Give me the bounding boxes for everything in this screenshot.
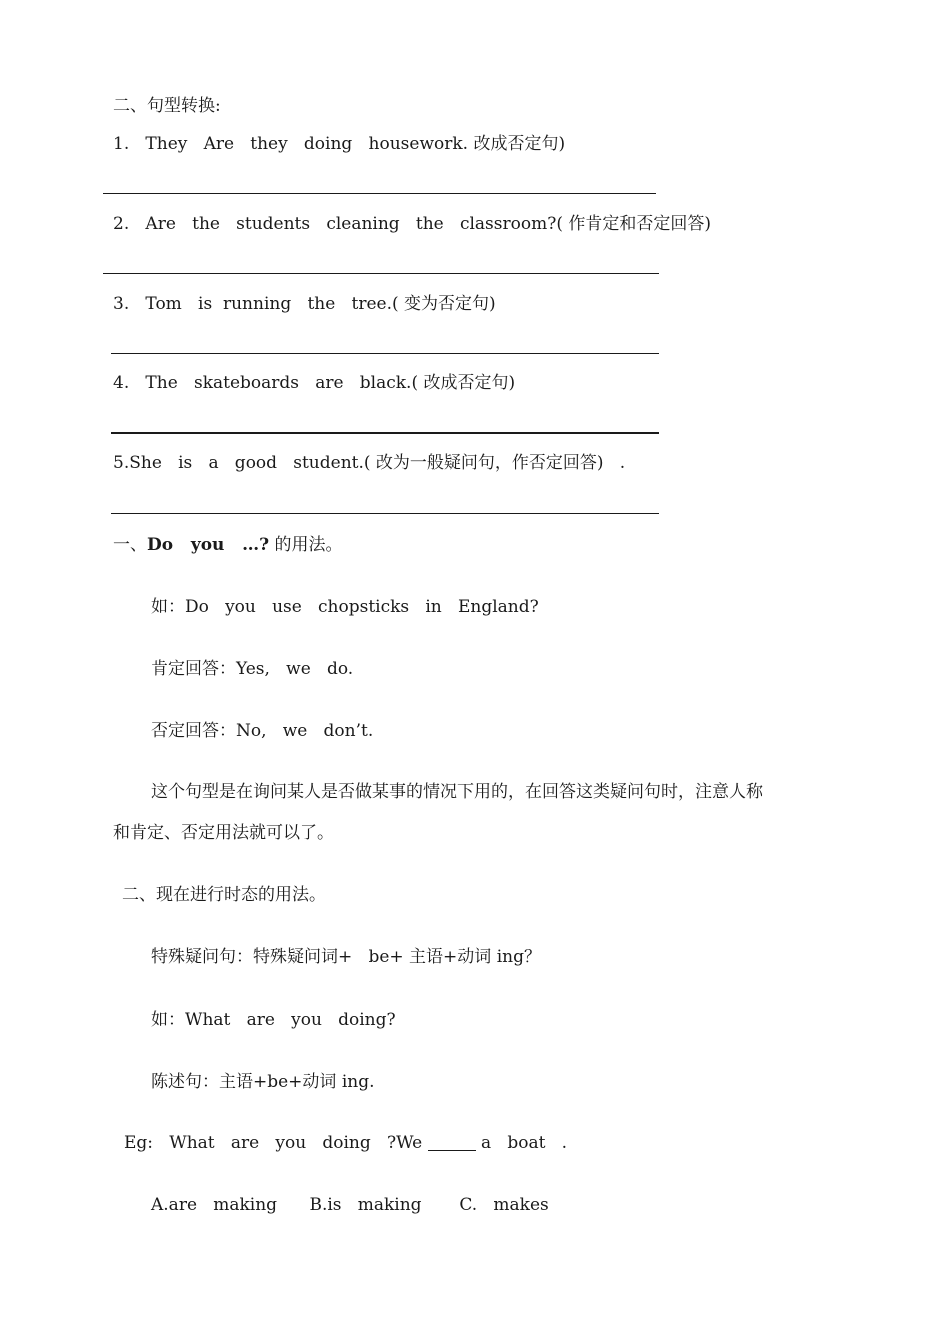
answer-line-4[interactable] (111, 432, 659, 434)
eg-part-1: Eg: What are you doing ?We (124, 1133, 428, 1153)
question-2: 2. Are the students cleaning the classroom?( 作肯定和否定回答) (113, 214, 711, 234)
eg-part-2: a boat . (475, 1133, 568, 1153)
grammar-title-present-continuous: 二、现在进行时态的用法。 (122, 885, 326, 905)
statement-pattern: 陈述句：主语+be+动词 ing. (151, 1072, 375, 1092)
title-suffix: 的用法。 (269, 535, 343, 555)
negative-answer: 否定回答：No, we don’t. (151, 721, 374, 741)
example-what-doing: 如：What are you doing? (151, 1010, 396, 1030)
question-1: 1. They Are they doing housework. 改成否定句) (113, 134, 566, 154)
answer-line-3[interactable] (111, 353, 659, 354)
note-line-2: 和肯定、否定用法就可以了。 (113, 823, 334, 843)
title-bold-pattern: Do you …? (147, 535, 270, 555)
note-line-1: 这个句型是在询问某人是否做某事的情况下用的，在回答这类疑问句时，注意人称 (151, 782, 763, 802)
special-question-pattern: 特殊疑问句：特殊疑问词+ be+ 主语+动词 ing？ (151, 947, 541, 967)
eg-blank[interactable] (428, 1134, 476, 1151)
answer-line-5[interactable] (111, 513, 659, 514)
answer-line-2[interactable] (103, 273, 659, 274)
section-title-sentence-transform: 二、句型转换: (113, 96, 221, 116)
answer-line-1[interactable] (103, 193, 656, 194)
example-do-you: 如：Do you use chopsticks in England? (151, 597, 539, 617)
eg-options: A.are making B.is making C. makes (151, 1195, 549, 1215)
title-prefix: 一、 (113, 535, 147, 555)
grammar-title-do-you (113, 534, 343, 556)
question-5: 5.She is a good student.( 改为一般疑问句，作否定回答) . (113, 453, 626, 473)
question-4: 4. The skateboards are black.( 改成否定句) (113, 373, 516, 393)
affirmative-answer: 肯定回答：Yes, we do. (151, 659, 354, 679)
eg-question (124, 1132, 567, 1154)
question-3: 3. Tom is running the tree.( 变为否定句) (113, 294, 496, 314)
